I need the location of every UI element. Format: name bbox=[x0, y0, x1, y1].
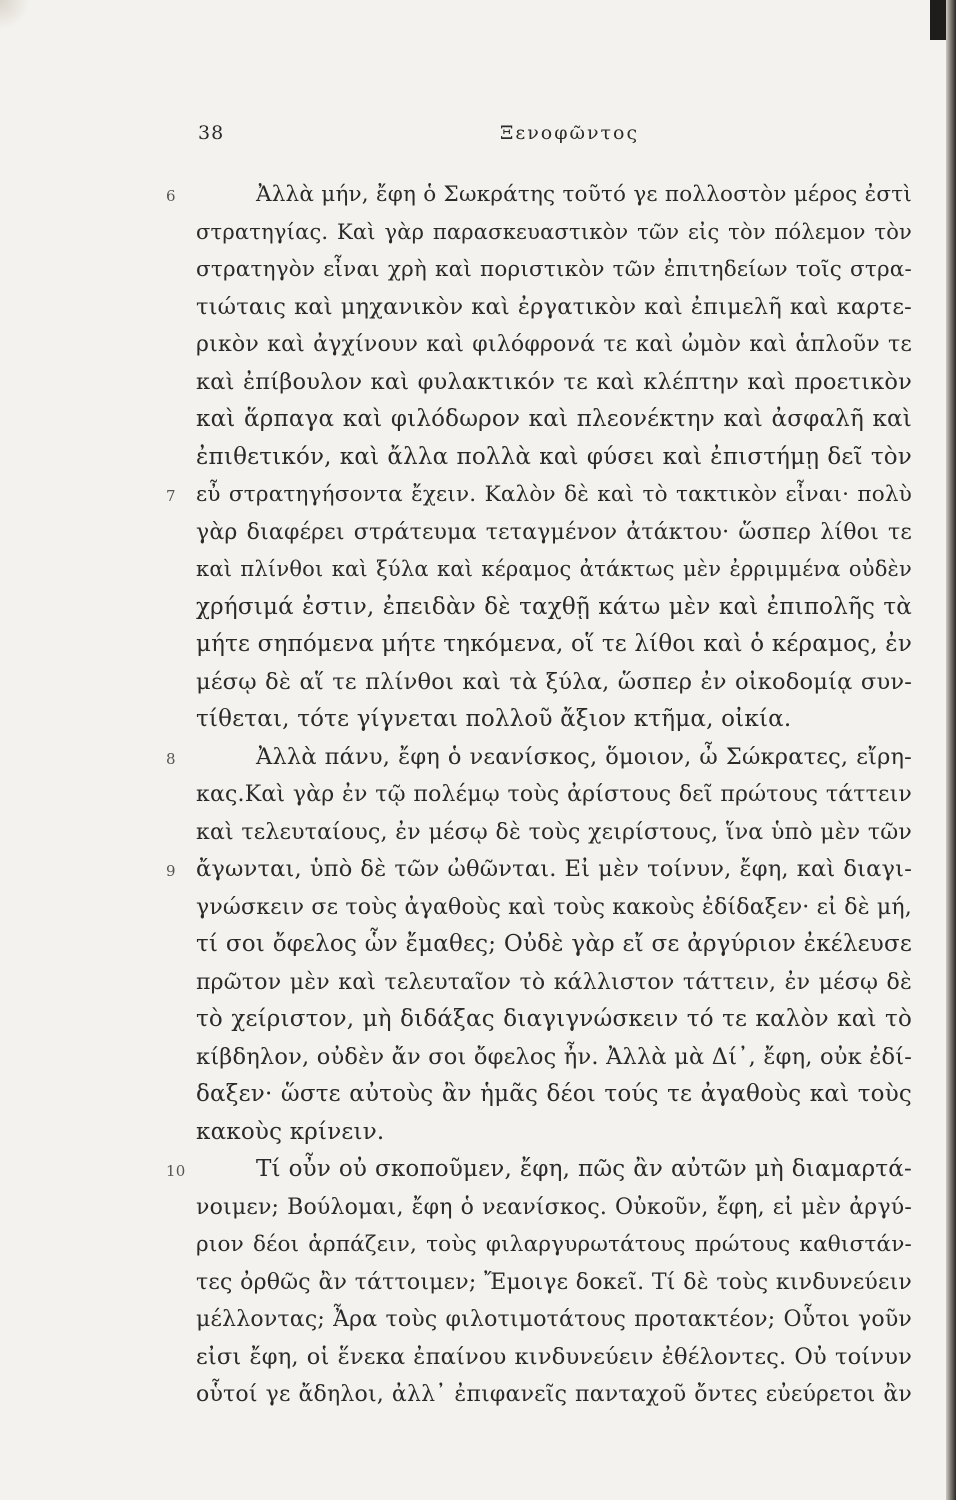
text-line bbox=[196, 289, 912, 327]
line-text: τὸ χείριστον, μὴ διδάξας διαγιγνώσκειν τό τε καλὸν καὶ τὸ bbox=[196, 1006, 912, 1032]
text-line bbox=[196, 1264, 912, 1302]
text-line bbox=[196, 889, 912, 927]
text-line bbox=[196, 514, 912, 552]
line-text: ρικὸν καὶ ἀγχίνουν καὶ φιλόφρονά τε καὶ ὠμὸν καὶ ἁπλοῦν τε bbox=[196, 332, 912, 357]
line-text: Ἀλλὰ μήν, ἔφη ὁ Σωκράτης τοῦτό γε πολλοστὸν μέρος ἐστὶ bbox=[256, 182, 912, 207]
text-line bbox=[196, 1039, 912, 1077]
text-line bbox=[196, 1226, 912, 1264]
text-line bbox=[196, 1376, 912, 1414]
line-text: Τί οὖν οὐ σκοποῦμεν, ἔφη, πῶς ἂν αὐτῶν μὴ διαμαρτά- bbox=[256, 1156, 912, 1182]
scan-binding-edge bbox=[946, 0, 956, 1500]
line-text: δαξεν· ὥστε αὐτοὺς ἂν ἡμᾶς δέοι τούς τε ἀγαθοὺς καὶ τοὺς bbox=[196, 1081, 912, 1107]
line-text: μήτε σηπόμενα μήτε τηκόμενα, οἵ τε λίθοι καὶ ὁ κέραμος, ἐν bbox=[196, 631, 912, 657]
scan-shadow bbox=[0, 0, 30, 30]
line-text: κακοὺς κρίνειν. bbox=[196, 1118, 385, 1145]
text-line bbox=[196, 964, 912, 1002]
running-header bbox=[0, 122, 956, 152]
section-number: 9 bbox=[166, 862, 176, 880]
line-text: μέλλοντας; Ἆρα τοὺς φιλοτιμοτάτους προτακτέον; Οὗτοι γοῦν bbox=[196, 1307, 912, 1332]
line-text: ριον δέοι ἁρπάζειν, τοὺς φιλαργυρωτάτους πρώτους καθιστάν- bbox=[196, 1232, 912, 1257]
section-number: 7 bbox=[166, 487, 176, 505]
body-text bbox=[166, 176, 913, 1414]
line-text: καὶ τελευταίους, ἐν μέσῳ δὲ τοὺς χειρίστους, ἵνα ὑπὸ μὲν τῶν bbox=[196, 819, 912, 845]
text-line bbox=[196, 926, 912, 964]
line-text: στρατηγίας. Καὶ γὰρ παρασκευαστικὸν τῶν εἰς τὸν πόλεμον τὸν bbox=[196, 219, 912, 244]
text-line bbox=[196, 664, 912, 702]
text-line bbox=[196, 814, 912, 852]
text-line bbox=[196, 701, 912, 739]
line-text: πρῶτον μὲν καὶ τελευταῖον τὸ κάλλιστον τάττειν, ἐν μέσῳ δὲ bbox=[196, 969, 912, 995]
text-line bbox=[196, 1076, 912, 1114]
text-line bbox=[196, 364, 912, 402]
text-line bbox=[196, 589, 912, 627]
line-text: στρατηγὸν εἶναι χρὴ καὶ ποριστικὸν τῶν ἐπιτηδείων τοῖς στρα- bbox=[196, 257, 912, 282]
line-text: οὗτοί γε ἄδηλοι, ἀλλ᾽ ἐπιφανεῖς πανταχοῦ ὄντες εὐεύρετοι ἂν bbox=[196, 1382, 912, 1407]
text-line bbox=[196, 401, 912, 439]
line-text: νοιμεν; Βούλομαι, ἔφη ὁ νεανίσκος. Οὐκοῦν, ἔφη, εἰ μὲν ἀργύ- bbox=[196, 1194, 912, 1220]
line-text: εἰσι ἔφη, οἱ ἕνεκα ἐπαίνου κινδυνεύειν ἐθέλοντες. Οὐ τοίνυν bbox=[196, 1343, 912, 1370]
line-text: καὶ ἅρπαγα καὶ φιλόδωρον καὶ πλεονέκτην καὶ ἀσφαλῆ καὶ bbox=[196, 406, 912, 432]
text-line bbox=[166, 1151, 912, 1189]
line-text: γὰρ διαφέρει στράτευμα τεταγμένον ἀτάκτου· ὥσπερ λίθοι τε bbox=[196, 519, 912, 545]
line-text: ἄγωνται, ὑπὸ δὲ τῶν ὠθῶνται. Εἰ μὲν τοίνυν, ἔφη, καὶ διαγι- bbox=[196, 856, 912, 882]
text-line bbox=[196, 1189, 912, 1227]
text-line bbox=[196, 626, 912, 664]
text-line bbox=[166, 739, 912, 777]
running-title: Ξενοφῶντος bbox=[500, 122, 640, 144]
text-line bbox=[196, 1114, 912, 1152]
text-line bbox=[196, 1301, 912, 1339]
text-line bbox=[196, 326, 912, 364]
line-text: μέσῳ δὲ αἵ τε πλίνθοι καὶ τὰ ξύλα, ὥσπερ ἐν οἰκοδομίᾳ συν- bbox=[196, 668, 912, 695]
text-line bbox=[196, 1001, 912, 1039]
section-number: 10 bbox=[166, 1162, 186, 1180]
line-text: κας.Καὶ γὰρ ἐν τῷ πολέμῳ τοὺς ἀρίστους δεῖ πρώτους τάττειν bbox=[196, 782, 912, 807]
text-line bbox=[196, 251, 912, 289]
text-line bbox=[196, 1339, 912, 1377]
scan-dark-corner bbox=[930, 0, 946, 40]
section-number: 8 bbox=[166, 749, 176, 768]
line-text: γνώσκειν σε τοὺς ἀγαθοὺς καὶ τοὺς κακοὺς ἐδίδαξεν· εἰ δὲ μή, bbox=[196, 894, 912, 920]
text-line bbox=[196, 214, 912, 252]
line-text: τιώταις καὶ μηχανικὸν καὶ ἐργατικὸν καὶ ἐπιμελῆ καὶ καρτε- bbox=[196, 293, 912, 320]
line-text: Ἀλλὰ πάνυ, ἔφη ὁ νεανίσκος, ὅμοιον, ὦ Σώκρατες, εἴρη- bbox=[256, 743, 912, 770]
text-line bbox=[166, 851, 912, 889]
text-line bbox=[166, 176, 912, 214]
text-line bbox=[196, 551, 912, 589]
section-number: 6 bbox=[166, 187, 176, 205]
line-text: τί σοι ὄφελος ὧν ἔμαθες; Οὐδὲ γὰρ εἴ σε ἀργύριον ἐκέλευσε bbox=[196, 931, 912, 957]
line-text: κίβδηλον, οὐδὲν ἄν σοι ὄφελος ἦν. Ἀλλὰ μὰ Δί᾽, ἔφη, οὐκ ἐδί- bbox=[196, 1043, 913, 1070]
text-line bbox=[196, 439, 912, 477]
text-line bbox=[196, 776, 912, 814]
line-text: τίθεται, τότε γίγνεται πολλοῦ ἄξιον κτῆμα, οἰκία. bbox=[196, 706, 792, 732]
page-number: 38 bbox=[198, 122, 225, 144]
line-text: ἐπιθετικόν, καὶ ἄλλα πολλὰ καὶ φύσει καὶ ἐπιστήμῃ δεῖ τὸν bbox=[196, 443, 912, 470]
line-text: καὶ ἐπίβουλον καὶ φυλακτικόν τε καὶ κλέπτην καὶ προετικὸν bbox=[196, 368, 912, 395]
text-line bbox=[166, 476, 912, 514]
line-text: καὶ πλίνθοι καὶ ξύλα καὶ κέραμος ἀτάκτως μὲν ἐρριμμένα οὐδὲν bbox=[196, 557, 912, 581]
line-text: τες ὀρθῶς ἂν τάττοιμεν; Ἔμοιγε δοκεῖ. Τί δὲ τοὺς κινδυνεύειν bbox=[196, 1269, 912, 1295]
line-text: χρήσιμά ἐστιν, ἐπειδὰν δὲ ταχθῇ κάτω μὲν καὶ ἐπιπολῆς τὰ bbox=[196, 593, 912, 620]
line-text: εὖ στρατηγήσοντα ἔχειν. Καλὸν δὲ καὶ τὸ τακτικὸν εἶναι· πολὺ bbox=[196, 482, 912, 507]
